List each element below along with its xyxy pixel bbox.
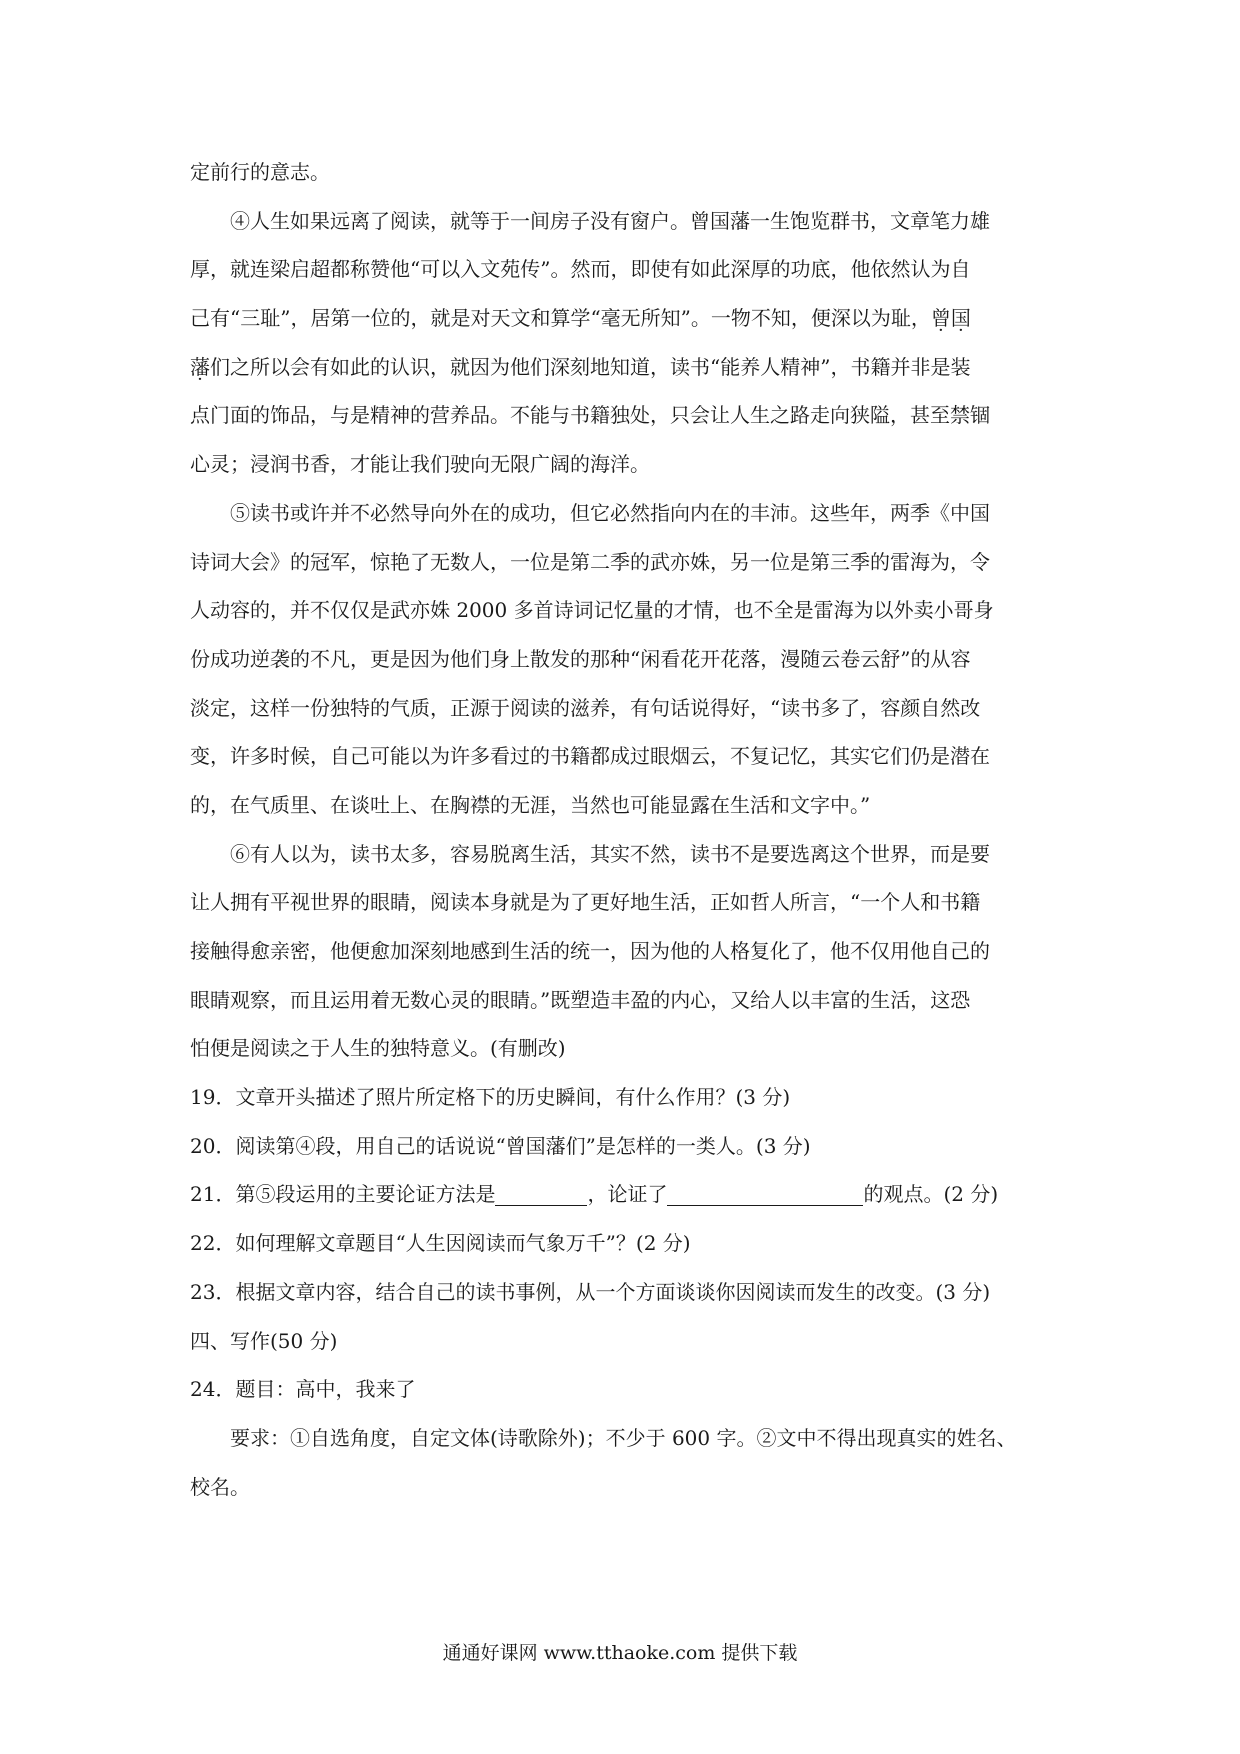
q21-text-b: ，论证了 xyxy=(587,1182,668,1207)
emphasis-char: 曾 xyxy=(930,306,951,331)
text-line: ④人生如果远离了阅读，就等于一间房子没有窗户。曾国藩一生饱览群书，文章笔力雄 xyxy=(190,208,990,233)
text-line: 定前行的意志。 xyxy=(190,160,330,184)
text-line: 人动容的，并不仅仅是武亦姝 2000 多首诗词记忆量的才情，也不全是雷海为以外卖小哥身 xyxy=(190,598,994,623)
text-line: 变，许多时候，自己可能以为许多看过的书籍都成过眼烟云，不复记忆，其实它们仍是潜在 xyxy=(190,744,990,769)
writing-requirements: 要求：①自选角度，自定文体(诗歌除外)；不少于 600 字。②文中不得出现真实的姓名、 xyxy=(190,1425,1017,1450)
answer-blank-viewpoint[interactable] xyxy=(667,1184,863,1206)
emphasis-char: 国 xyxy=(950,306,971,331)
text-line: 怕便是阅读之于人生的独特意义。(有删改) xyxy=(190,1036,566,1061)
text-line: ⑥有人以为，读书太多，容易脱离生活，其实不然，读书不是要选离这个世界，而是要 xyxy=(190,841,990,866)
footer-source: 通通好课网 www.tthaoke.com 提供下载 xyxy=(442,1642,798,1664)
question-19: 19．文章开头描述了照片所定格下的历史瞬间，有什么作用？(3 分) xyxy=(190,1085,791,1110)
text-line xyxy=(190,343,1070,392)
question-24: 24．题目：高中，我来了 xyxy=(190,1377,416,1402)
text-line: 心灵；浸润书香，才能让我们驶向无限广阔的海洋。 xyxy=(190,452,650,477)
text-line: 份成功逆袭的不凡，更是因为他们身上散发的那种“闲看花开花落，漫随云卷云舒”的从容 xyxy=(190,646,971,671)
text-line: ⑤读书或许并不必然导向外在的成功，但它必然指向内在的丰沛。这些年，两季《中国 xyxy=(190,500,990,525)
q21-text-c: 的观点。(2 分) xyxy=(863,1182,999,1207)
text-line: 厚，就连梁启超都称赞他“可以入文苑传”。然而，即使有如此深厚的功底，他依然认为自 xyxy=(190,257,971,282)
text-line xyxy=(190,294,1070,343)
answer-blank-method[interactable] xyxy=(495,1184,587,1206)
q21-text-a: 21．第⑤段运用的主要论证方法是 xyxy=(190,1182,496,1207)
text-line: 淡定，这样一份独特的气质，正源于阅读的滋养，有句话说得好，“读书多了，容颜自然改 xyxy=(190,695,981,720)
question-20: 20．阅读第④段，用自己的话说说“曾国藩们”是怎样的一类人。(3 分) xyxy=(190,1133,811,1158)
emphasis-char: 藩 xyxy=(190,354,210,379)
writing-requirements-cont: 校名。 xyxy=(190,1474,250,1499)
text-segment: 己有“三耻”，居第一位的，就是对天文和算学“毫无所知”。一物不知，便深以为耻， xyxy=(190,306,931,331)
section-heading-writing: 四、写作(50 分) xyxy=(190,1328,338,1353)
question-21 xyxy=(190,1170,1070,1219)
question-23: 23．根据文章内容，结合自己的读书事例，从一个方面谈谈你因阅读而发生的改变。(3 分) xyxy=(190,1279,991,1304)
text-line: 眼睛观察，而且运用着无数心灵的眼睛。”既塑造丰盈的内心，又给人以丰富的生活，这恐 xyxy=(190,987,971,1012)
text-line: 诗词大会》的冠军，惊艳了无数人，一位是第二季的武亦姝，另一位是第三季的雷海为，令 xyxy=(190,549,990,574)
text-line: 接触得愈亲密，他便愈加深刻地感到生活的统一，因为他的人格复化了，他不仅用他自己的 xyxy=(190,939,990,963)
text-line: 让人拥有平视世界的眼睛，阅读本身就是为了更好地生活，正如哲人所言，“一个人和书籍 xyxy=(190,890,981,915)
text-line: 点门面的饰品，与是精神的营养品。不能与书籍独处，只会让人生之路走向狭隘，甚至禁锢 xyxy=(190,403,990,428)
question-22: 22．如何理解文章题目“人生因阅读而气象万千”？(2 分) xyxy=(190,1231,691,1256)
text-line: 的，在气质里、在谈吐上、在胸襟的无涯，当然也可能显露在生活和文字中。” xyxy=(190,792,871,817)
article-body xyxy=(190,148,1070,1511)
text-segment: 们之所以会有如此的认识，就因为他们深刻地知道，读书“能养人精神”，书籍并非是装 xyxy=(210,354,971,379)
